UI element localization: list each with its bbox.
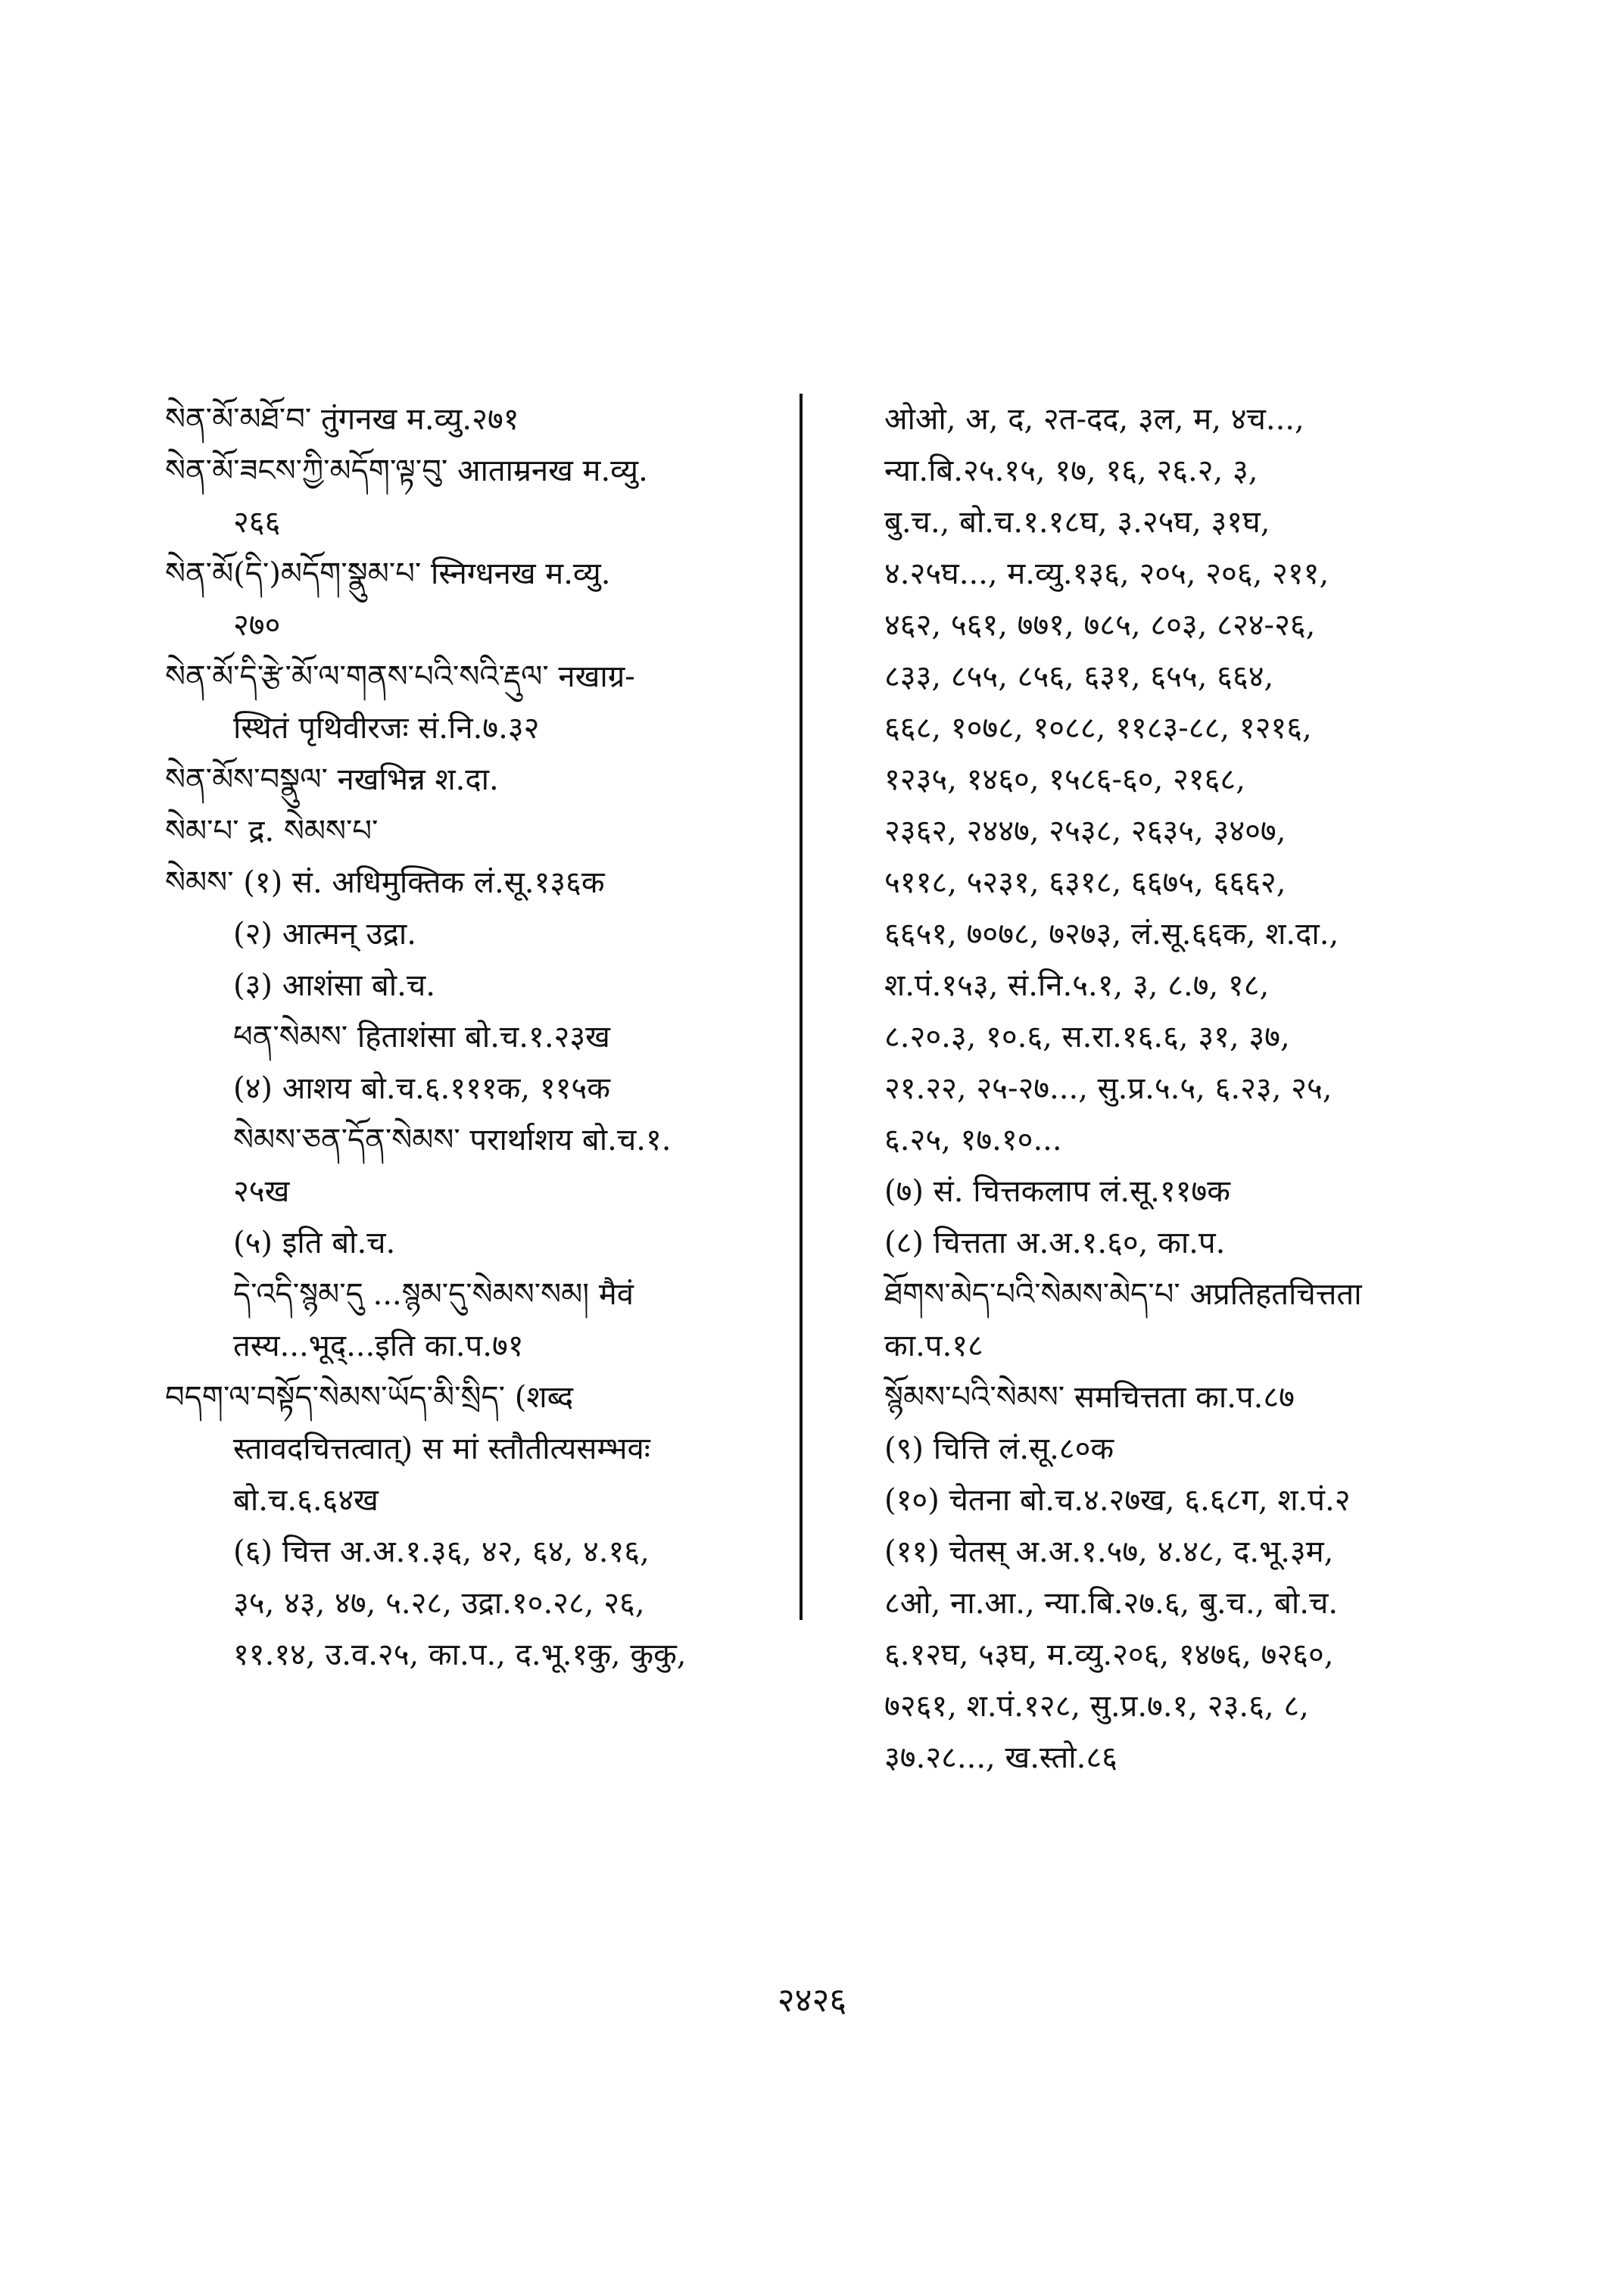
entry-line: ཕན་སེམས་ हिताशंसा बो.च.१.२३ख bbox=[233, 1020, 610, 1055]
entry-line: ६.१२घ, ५३घ, म.व्यु.२०६, १४७६, ७२६०, bbox=[884, 1637, 1334, 1672]
entry-line: (६) चित्त अ.अ.१.३६, ४२, ६४, ४.१६, bbox=[233, 1534, 650, 1569]
page-number: २४२६ bbox=[777, 1981, 847, 2020]
entry-line: (११) चेतस् अ.अ.१.५७, ४.४८, द.भू.३म, bbox=[884, 1534, 1334, 1569]
entry-line: སེམས་ (१) सं. अधिमुक्तिक लं.सू.१३६क bbox=[165, 865, 605, 900]
entry-line: ११.१४, उ.व.२५, का.प., द.भू.१कु, कुकु, bbox=[233, 1637, 687, 1672]
entry-line: श.पं.१५३, सं.नि.५.१, ३, ८.७, १८, bbox=[884, 968, 1270, 1003]
entry-line: (९) चित्ति लं.सू.८०क bbox=[884, 1432, 1114, 1466]
entry-line: २३६२, २४४७, २५३८, २६३५, ३४०७, bbox=[884, 814, 1286, 849]
right-column bbox=[884, 394, 1490, 1784]
entry-line: ओओ, अ, द, २त-दद, ३ल, म, ४च..., bbox=[884, 402, 1304, 437]
entry-line: ६.२५, १७.१०... bbox=[884, 1123, 1062, 1157]
entry-line: ४६२, ५६१, ७७१, ७८५, ८०३, ८२४-२६, bbox=[884, 608, 1316, 643]
entry-line: (१०) चेतना बो.च.४.२७ख, ६.६८ग, श.पं.२ bbox=[884, 1483, 1351, 1518]
entry-line: ४.२५घ..., म.व्यु.१३६, २०५, २०६, २११, bbox=[884, 556, 1329, 591]
entry-line: སེན་མོ(དི་)མདོག་སྣུམ་པ་ स्निग्धनख म.व्यु. bbox=[165, 556, 611, 591]
entry-line: ८.२०.३, १०.६, स.रा.१६.६, ३१, ३७, bbox=[884, 1020, 1290, 1055]
entry-line: ५११८, ५२३१, ६३१८, ६६७५, ६६६२, bbox=[884, 865, 1286, 900]
entry-line: स्थितं पृथिवीरजः सं.नि.७.३२ bbox=[233, 711, 540, 746]
left-column bbox=[165, 394, 793, 1681]
entry-line: སེམ་པ་ द्र. སེམས་པ་ bbox=[165, 814, 379, 849]
entry-line: སྙོམས་པའི་སེམས་ समचित्तता का.प.८७ bbox=[884, 1380, 1295, 1415]
entry-line: ཐོགས་མེད་པའི་སེམས་མེད་པ་ अप्रतिहतचित्तता bbox=[884, 1277, 1362, 1312]
entry-line: སེན་མོ་དི་རྩེ་མོ་ལ་གནས་པའི་སའི་རྡུལ་ नखाग्र- bbox=[165, 659, 635, 694]
entry-line: ७२६१, श.पं.१२८, सु.प्र.७.१, २३.६, ८, bbox=[884, 1689, 1309, 1724]
entry-line: བདག་ལ་བསྟོད་སེམས་ཡོད་མི་སྲིད་ (शब्द bbox=[165, 1380, 574, 1415]
entry-line: ६६८, १०७८, १०८८, ११८३-८८, १२१६, bbox=[884, 711, 1312, 746]
column-divider bbox=[800, 394, 803, 1620]
entry-line: स्तावदचित्तत्वात्) स मां स्तौतीत्यसम्भवः bbox=[233, 1432, 650, 1466]
entry-line: སེན་མོ་ཟངས་ཀྱི་མདོག་ལྟ་བུ་ आताम्रनख म.व्यु. bbox=[165, 453, 648, 488]
entry-line: ६६५१, ७०७८, ७२७३, लं.सू.६६क, श.दा., bbox=[884, 917, 1339, 952]
entry-line: སེན་མོས་བསྣུལ་ नखभिन्न श.दा. bbox=[165, 762, 499, 797]
entry-line: २६६ bbox=[233, 505, 281, 540]
entry-line: २५ख bbox=[233, 1174, 290, 1209]
entry-line: སེམས་ཅན་དོན་སེམས་ परार्थाशय बो.च.१. bbox=[233, 1123, 672, 1157]
entry-line: ३५, ४३, ४७, ५.२८, उद्रा.१०.२८, २६, bbox=[233, 1586, 645, 1621]
entry-line: སེན་མོ་མཐོ་བ་ तुंगनख म.व्यु.२७१ bbox=[165, 402, 519, 437]
entry-line: (४) आशय बो.च.६.१११क, ११५क bbox=[233, 1071, 610, 1106]
entry-line: (८) चित्तता अ.अ.१.६०, का.प. bbox=[884, 1226, 1226, 1260]
entry-line: बु.च., बो.च.१.१८घ, ३.२५घ, ३१घ, bbox=[884, 505, 1270, 540]
entry-line: २७० bbox=[233, 608, 281, 643]
entry-line: न्या.बि.२५.१५, १७, १६, २६.२, ३, bbox=[884, 453, 1258, 488]
entry-line: (२) आत्मन् उद्रा. bbox=[233, 917, 416, 952]
entry-line: (५) इति बो.च. bbox=[233, 1226, 396, 1260]
entry-line: (७) सं. चित्तकलाप लं.सू.११७क bbox=[884, 1174, 1230, 1209]
entry-line: དེ་འདི་སྙམ་དུ ...སྙམ་དུ་སེམས་སམ། मैवं bbox=[233, 1277, 634, 1312]
entry-line: तस्य...भूद्...इति का.प.७१ bbox=[233, 1329, 524, 1363]
entry-line: ८ओ, ना.आ., न्या.बि.२७.६, बु.च., बो.च. bbox=[884, 1586, 1339, 1621]
entry-line: ३७.२८..., ख.स्तो.८६ bbox=[884, 1740, 1117, 1775]
entry-line: १२३५, १४६०, १५८६-६०, २१६८, bbox=[884, 762, 1245, 797]
entry-line: का.प.१८ bbox=[884, 1329, 983, 1363]
entry-line: २१.२२, २५-२७..., सु.प्र.५.५, ६.२३, २५, bbox=[884, 1071, 1333, 1106]
entry-line: ८३३, ८५५, ८५६, ६३१, ६५५, ६६४, bbox=[884, 659, 1274, 694]
entry-line: (३) आशंसा बो.च. bbox=[233, 968, 435, 1003]
entry-line: बो.च.६.६४ख bbox=[233, 1483, 379, 1518]
